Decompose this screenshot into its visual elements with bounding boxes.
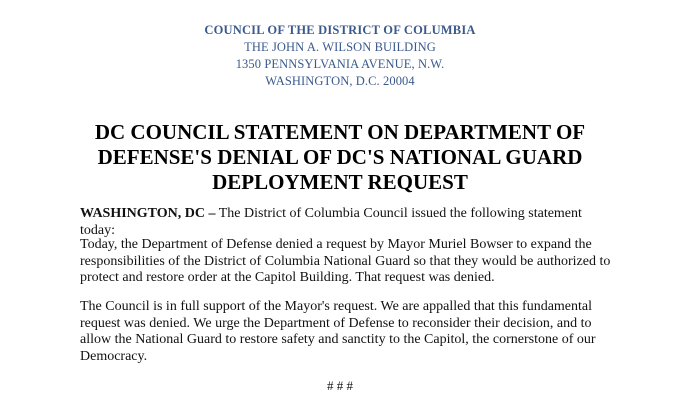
body-paragraph-2: The Council is in full support of the Mayor's request. We are appalled that this fundamental request was denied. We urge the Department of Defense to reconsider their decision, and to allow the National Guard to restore safety and sanctity to the Capitol, the cornerstone of our Democracy. — [80, 299, 596, 364]
dateline: WASHINGTON, DC – — [80, 206, 216, 221]
street-address: 1350 PENNSYLVANIA AVENUE, N.W. — [235, 57, 445, 71]
letterhead — [0, 22, 680, 90]
body-paragraph-1: Today, the Department of Defense denied a request by Mayor Muriel Bowser to expand the responsibilities of the District of Columbia National Guard so that they would be authorized to protect and restore order at the Capitol Building. That request was denied. — [80, 237, 611, 285]
org-name: COUNCIL OF THE DISTRICT OF COLUMBIA — [204, 23, 476, 37]
building-name: THE JOHN A. WILSON BUILDING — [244, 40, 436, 54]
statement-headline: DC COUNCIL STATEMENT ON DEPARTMENT OF DEFENSE'S DENIAL OF DC'S NATIONAL GUARD DEPLOYMENT REQUEST — [94, 120, 586, 194]
city-address: WASHINGTON, D.C. 20004 — [265, 74, 415, 88]
intro-paragraph — [80, 206, 620, 239]
intro-text: The District of Columbia Council issued the following statement today: — [80, 206, 582, 238]
end-mark: # # # — [327, 378, 353, 393]
